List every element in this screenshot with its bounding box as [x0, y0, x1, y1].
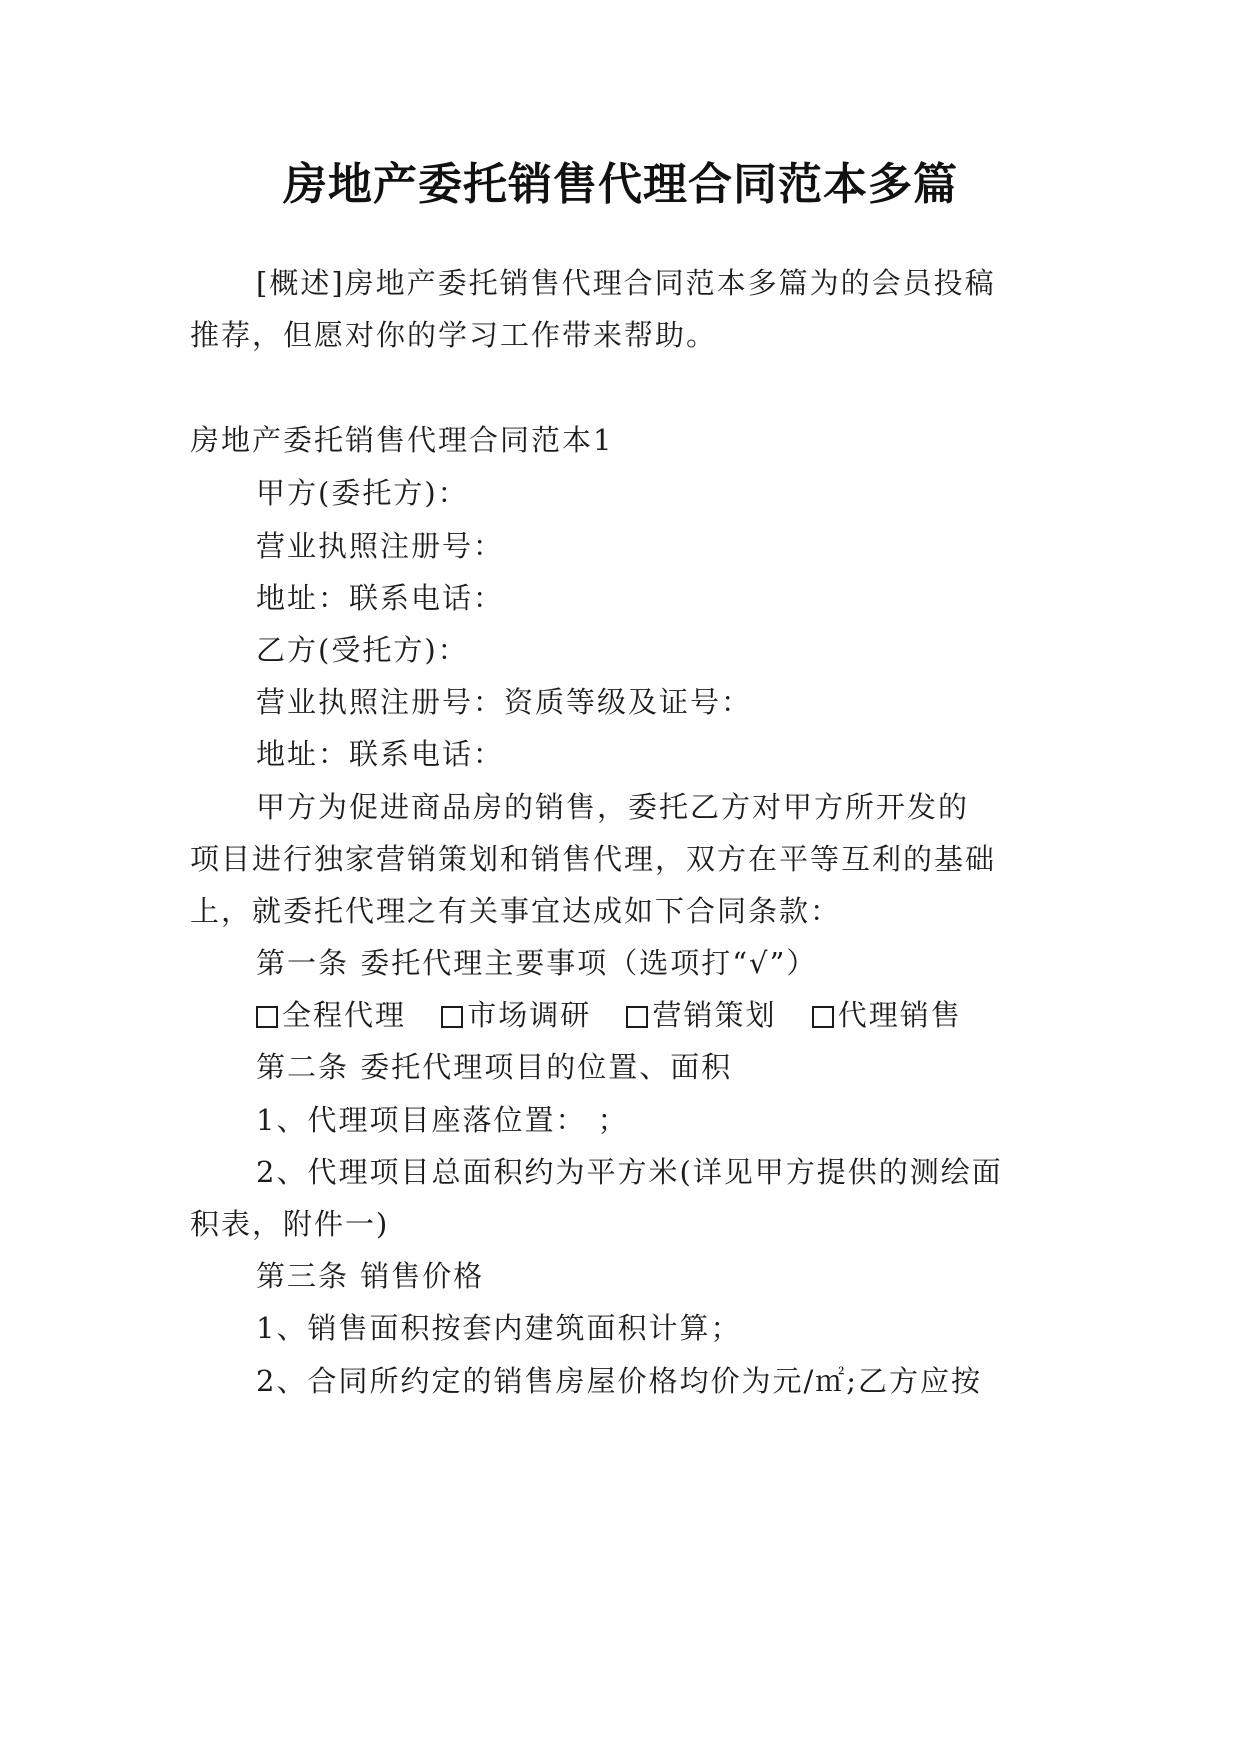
article-3-item-2-line-1: 2、合同所约定的销售房屋价格均价为元/㎡;乙方应按 — [256, 1364, 982, 1398]
option-label: 市场调研 — [467, 998, 592, 1032]
party-b-label: 乙方(受托方)： — [256, 633, 469, 667]
option-full-agency[interactable] — [256, 998, 406, 1032]
option-label: 营销策划 — [652, 998, 777, 1032]
checkbox-icon[interactable] — [626, 1006, 648, 1028]
preamble-line-1: 甲方为促进商品房的销售，委托乙方对甲方所开发的 — [256, 790, 970, 824]
intro-line-1: [概述]房地产委托销售代理合同范本多篇为的会员投稿 — [256, 266, 996, 300]
checkbox-icon[interactable] — [256, 1006, 278, 1028]
checkbox-icon[interactable] — [812, 1006, 834, 1028]
document-title: 房地产委托销售代理合同范本多篇 — [283, 159, 958, 210]
intro-line-2: 推荐，但愿对你的学习工作带来帮助。 — [190, 318, 718, 352]
checkbox-icon[interactable] — [441, 1006, 463, 1028]
preamble-line-2: 项目进行独家营销策划和销售代理，双方在平等互利的基础 — [190, 842, 997, 876]
option-label: 代理销售 — [837, 998, 962, 1032]
article-3-title: 第三条 销售价格 — [256, 1259, 485, 1293]
party-b-license: 营业执照注册号：资质等级及证号： — [256, 685, 753, 719]
option-sales-agency[interactable] — [812, 998, 962, 1032]
article-2-item-2-line-1: 2、代理项目总面积约为平方米(详见甲方提供的测绘面 — [256, 1155, 1003, 1189]
option-label: 全程代理 — [282, 998, 407, 1032]
party-a-label: 甲方(委托方)： — [256, 476, 469, 510]
section-title: 房地产委托销售代理合同范本1 — [190, 423, 614, 457]
article-1-options — [256, 995, 986, 1035]
party-b-address: 地址：联系电话： — [256, 737, 505, 771]
option-market-research[interactable] — [441, 998, 591, 1032]
party-a-address: 地址：联系电话： — [256, 581, 505, 615]
party-a-license: 营业执照注册号： — [256, 529, 505, 563]
preamble-line-3: 上，就委托代理之有关事宜达成如下合同条款： — [190, 894, 842, 928]
article-1-title: 第一条 委托代理主要事项（选项打“√”） — [256, 946, 818, 980]
article-2-item-1: 1、代理项目座落位置： ； — [256, 1103, 629, 1137]
article-2-item-2-line-2: 积表，附件一) — [190, 1207, 390, 1241]
option-marketing-planning[interactable] — [626, 998, 776, 1032]
article-2-title: 第二条 委托代理项目的位置、面积 — [256, 1050, 733, 1084]
article-3-item-1: 1、销售面积按套内建筑面积计算； — [256, 1311, 742, 1345]
